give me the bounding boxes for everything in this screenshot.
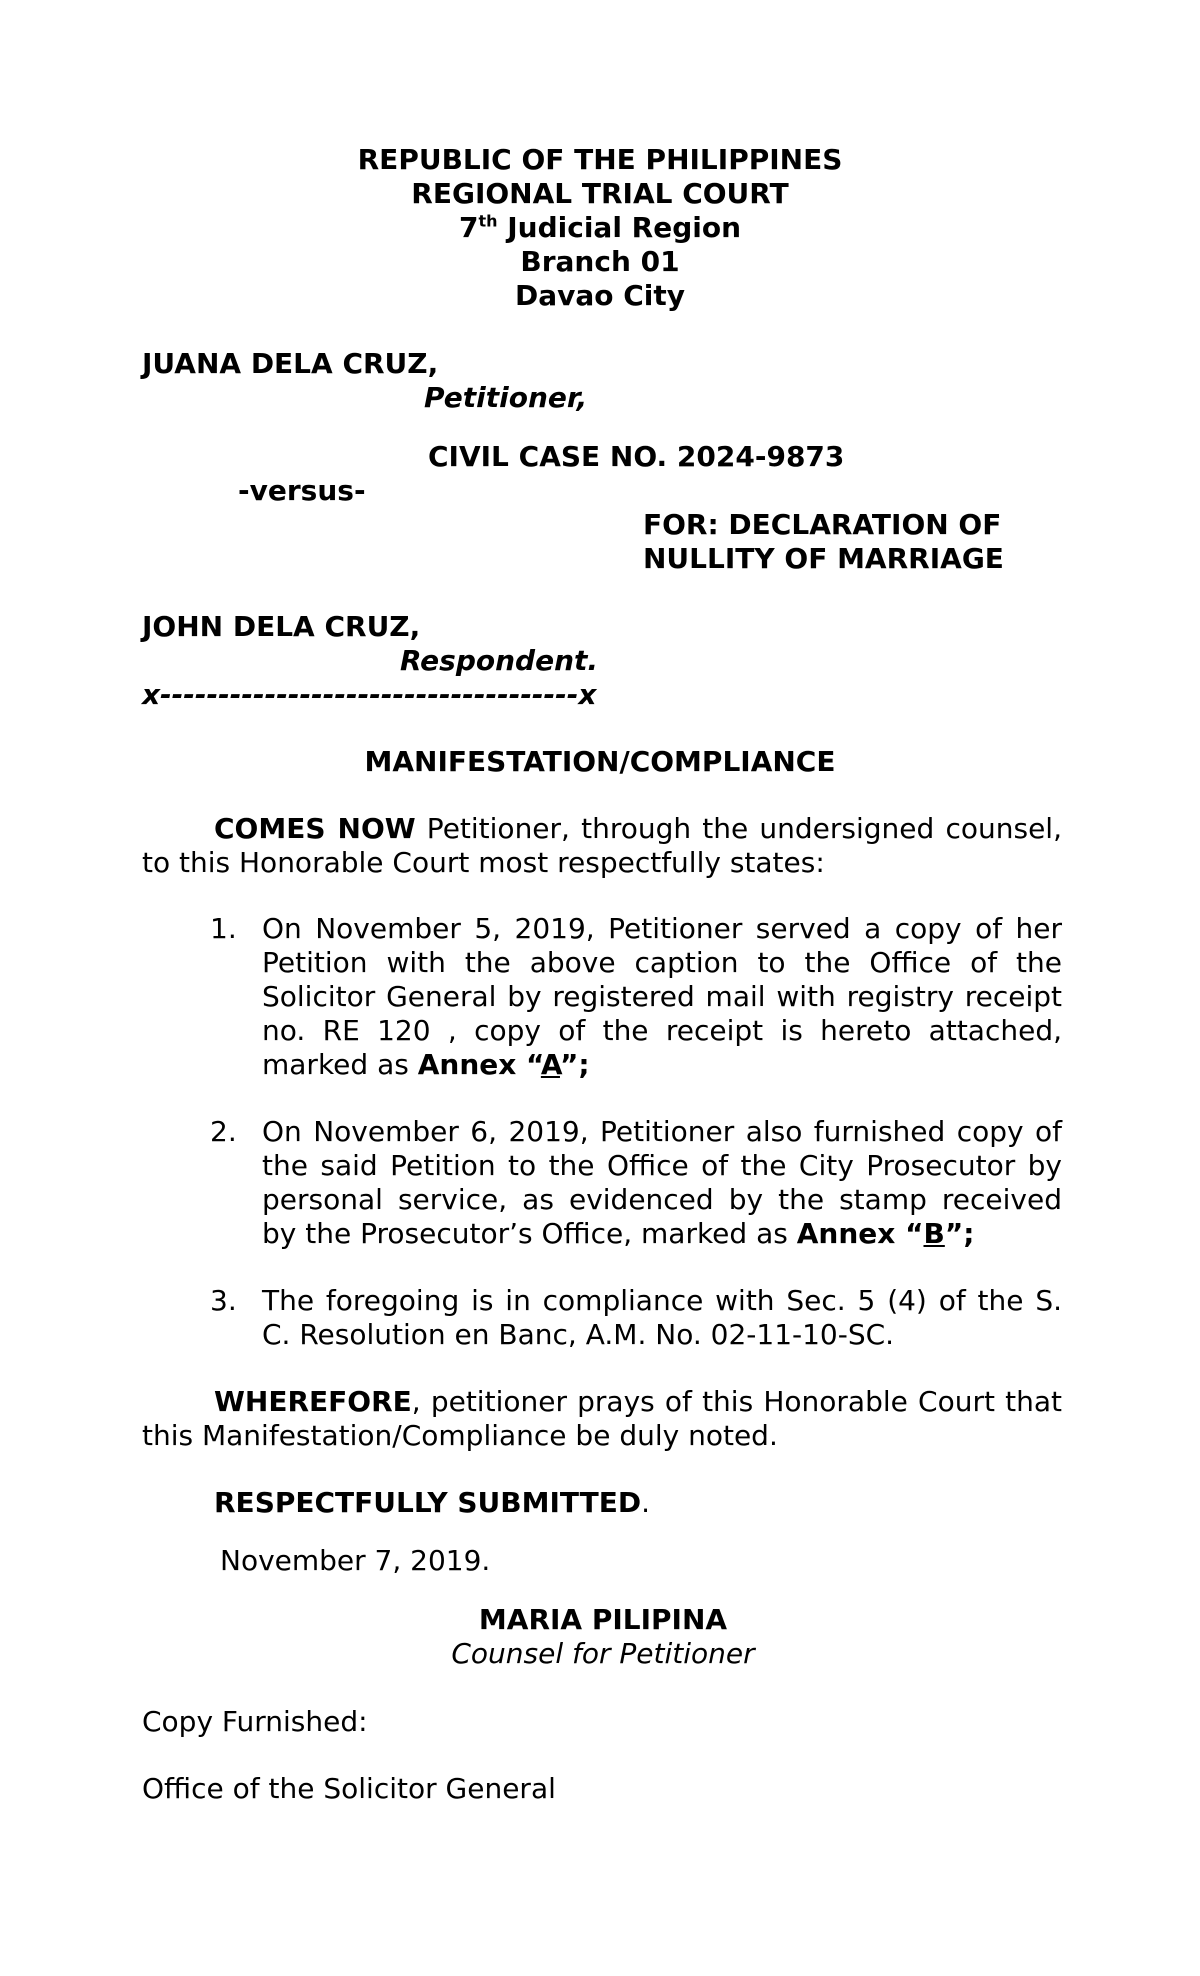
caption-separator: x------------------------------------x [142,678,597,711]
copy-furnished-recipient: Office of the Solicitor General [142,1772,556,1805]
respectfully-submitted [214,1486,650,1520]
case-number: CIVIL CASE NO. 2024-9873 [428,440,845,473]
header-region [0,211,1200,245]
header-branch: Branch 01 [520,245,680,278]
item-text: On November 6, 2019, Petitioner also furnished copy of the said Petition to the Office of the City Prosecutor by personal service, as evidenced by the stamp received by the Prosecutor’s Office, marked as [262,1115,1062,1250]
annex-prefix: Annex “ [796,1217,924,1250]
wherefore-paragraph [142,1385,1062,1453]
annex-letter: A [540,1048,560,1081]
respondent-role: Respondent. [400,644,599,677]
item-text: On November 5, 2019, Petitioner served a copy of her Petition with the above caption to the Office of the Solicitor General by registered mail with registry receipt no. RE 120 , copy of the receipt is hereto attached, marked as [262,912,1062,1081]
item-number: 1. [210,912,237,945]
wherefore-text: , petitioner prays of this Honorable Court that this Manifestation/Compliance be duly noted. [142,1385,1062,1452]
counsel-name: MARIA PILIPINA [478,1603,728,1636]
item-body [262,1284,1062,1352]
annex-a [418,1048,590,1081]
region-number: 7 [458,211,479,244]
document-date: November 7, 2019. [220,1544,491,1577]
header-city: Davao City [514,279,686,312]
submitted-period: . [641,1486,651,1519]
intro-paragraph [142,812,1062,880]
item-body [262,1115,1062,1251]
item-number: 2. [210,1115,237,1148]
intro-text: Petitioner, through the undersigned counsel, to this Honorable Court most respectfully states: [142,812,1062,879]
item-body [262,912,1062,1082]
annex-letter: B [923,1217,945,1250]
petitioner-name: JUANA DELA CRUZ, [142,347,439,380]
counsel-role: Counsel for Petitioner [451,1637,755,1670]
annex-prefix: Annex “ [417,1048,541,1081]
intro-bold: COMES NOW [214,812,416,845]
header-court: REGIONAL TRIAL COURT [411,177,789,210]
versus-label: -versus- [238,474,366,507]
respondent-name: JOHN DELA CRUZ, [142,610,421,643]
item-text: The foregoing is in compliance with Sec. 5 (4) of the S. C. Resolution en Banc, A.M. No. 02-11-10-SC. [262,1284,1062,1351]
wherefore-bold: WHEREFORE [214,1385,412,1418]
petitioner-role: Petitioner, [424,381,588,414]
copy-furnished-label: Copy Furnished: [142,1705,368,1738]
case-nature-line1: FOR: DECLARATION OF [643,508,1002,541]
document-title: MANIFESTATION/COMPLIANCE [364,745,836,778]
region-suffix: th [478,211,498,231]
annex-b [797,1217,975,1250]
annex-suffix: ”; [559,1048,590,1081]
header-republic: REPUBLIC OF THE PHILIPPINES [357,143,843,176]
region-text: Judicial Region [497,211,742,244]
item-number: 3. [210,1284,237,1317]
annex-suffix: ”; [944,1217,975,1250]
case-nature-line2: NULLITY OF MARRIAGE [643,542,1004,575]
submitted-bold: RESPECTFULLY SUBMITTED [214,1486,642,1519]
